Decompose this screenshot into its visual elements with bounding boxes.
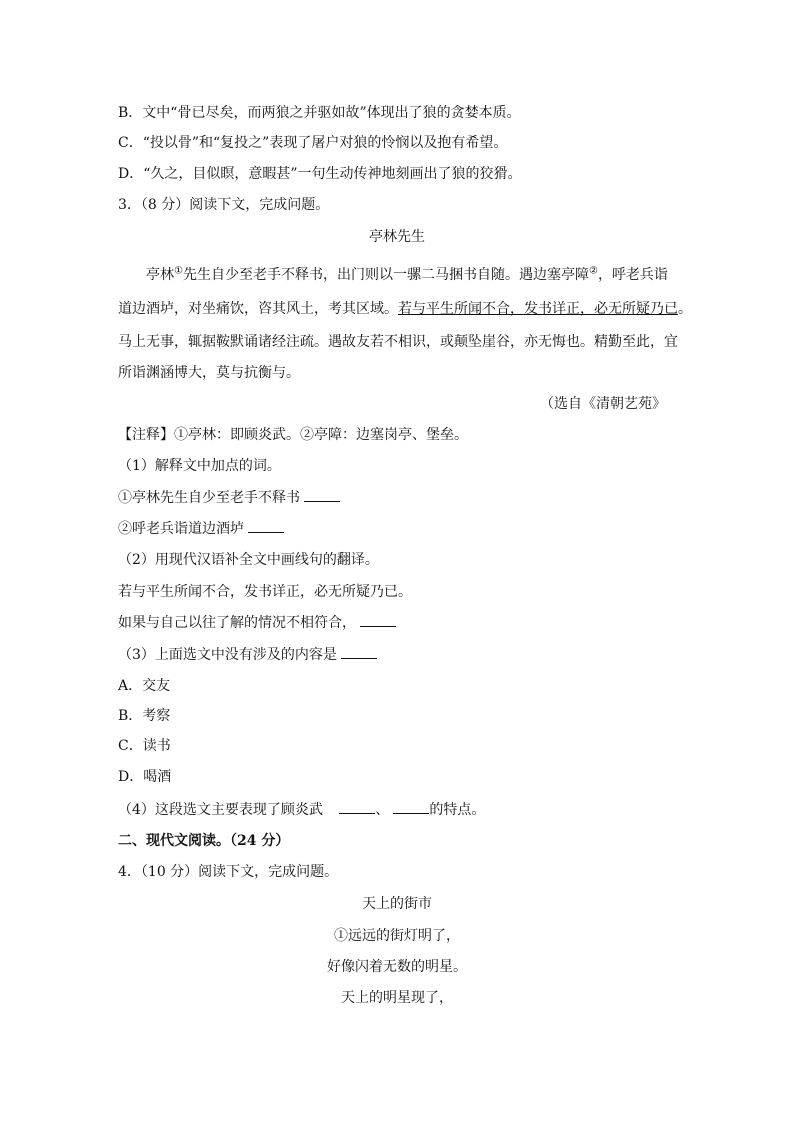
passage-text: 亭林 (146, 267, 174, 283)
poem-line-3: 天上的明星现了， (341, 990, 453, 1006)
sub-question-1: （1）解释文中加点的词。 (118, 458, 281, 474)
translation-text: 如果与自己以往了解的情况不相符合， (118, 615, 356, 631)
section-heading: 二、现代文阅读。（24 分） (118, 833, 290, 849)
option-b: B．文中“骨已尽矣，而两狼之并驱如故”体现出了狼的贪婪本质。 (118, 105, 521, 121)
passage-source: （选自《清朝艺苑》 (540, 396, 666, 412)
passage-text: 。 (678, 301, 692, 317)
passage-line-3: 马上无事，辄据鞍默诵诸经注疏。遇故友若不相识，或颠坠崖谷，亦无悔也。精勤至此，宜 (118, 334, 678, 350)
answer-blank[interactable] (304, 489, 340, 502)
passage-text: 道边酒垆，对坐痛饮，咨其风土，考其区域。 (118, 301, 398, 317)
passage-line-4: 所诣渊涵博大，莫与抗衡与。 (118, 365, 300, 381)
option-c: C．“投以骨”和“复投之”表现了屠户对狼的怜悯以及抱有希望。 (118, 135, 508, 151)
footnote-mark: ① (174, 265, 183, 277)
sub-question-2-source: 若与平生所闻不合，发书详正，必无所疑乃已。 (118, 584, 412, 600)
passage-title: 亭林先生 (369, 229, 425, 245)
choice-d: D．喝酒 (118, 769, 172, 785)
underlined-sentence: 若与平生所闻不合，发书详正，必无所疑乃已 (398, 301, 678, 317)
choice-c: C．读书 (118, 738, 171, 754)
sub-question-text: ①亭林先生自少至老手不释书 (118, 490, 300, 506)
passage-text: ，呼老兵诣 (597, 267, 668, 283)
answer-blank[interactable] (341, 646, 377, 659)
choice-a: A．交友 (118, 678, 171, 694)
footnote-mark: ② (588, 265, 598, 277)
sub-question-text: （3）上面选文中没有涉及的内容是 (118, 647, 337, 663)
choice-b: B．考察 (118, 708, 171, 724)
answer-blank[interactable] (248, 520, 284, 533)
sub-question-3 (118, 646, 377, 664)
sub-question-1a (118, 489, 340, 507)
poem-line-2: 好像闪着无数的明星。 (327, 959, 467, 975)
answer-blank[interactable] (360, 614, 396, 627)
answer-blank[interactable] (339, 801, 375, 814)
sub-question-text: ②呼老兵诣道边酒垆 (118, 521, 244, 537)
separator: 、 (375, 802, 390, 818)
passage-line-2 (118, 300, 692, 318)
question-3-header: 3．（8 分）阅读下文，完成问题。 (118, 197, 330, 213)
poem-title: 天上的街市 (362, 896, 432, 912)
question-4-header: 4．（10 分）阅读下文，完成问题。 (118, 864, 339, 880)
option-d: D．“久之，目似瞑，意暇甚”一句生动传神地刻画出了狼的狡猾。 (118, 166, 522, 182)
annotation-note: 【注释】①亭林：即顾炎武。②亭障：边塞岗亭、堡垒。 (118, 427, 468, 443)
sub-question-1b (118, 520, 284, 538)
poem-line-1: ①远远的街灯明了， (334, 928, 460, 944)
sub-question-2: （2）用现代汉语补全文中画线句的翻译。 (118, 552, 379, 568)
sub-question-text: 的特点。 (429, 802, 486, 818)
sub-question-4 (118, 801, 485, 819)
passage-text: 先生自少至老手不释书，出门则以一骡二马捆书自随。遇边塞亭障 (182, 267, 589, 283)
sub-question-2-translation (118, 614, 396, 632)
answer-blank[interactable] (393, 801, 429, 814)
passage-line-1 (146, 266, 668, 284)
sub-question-text: （4）这段选文主要表现了顾炎武 (118, 802, 323, 818)
